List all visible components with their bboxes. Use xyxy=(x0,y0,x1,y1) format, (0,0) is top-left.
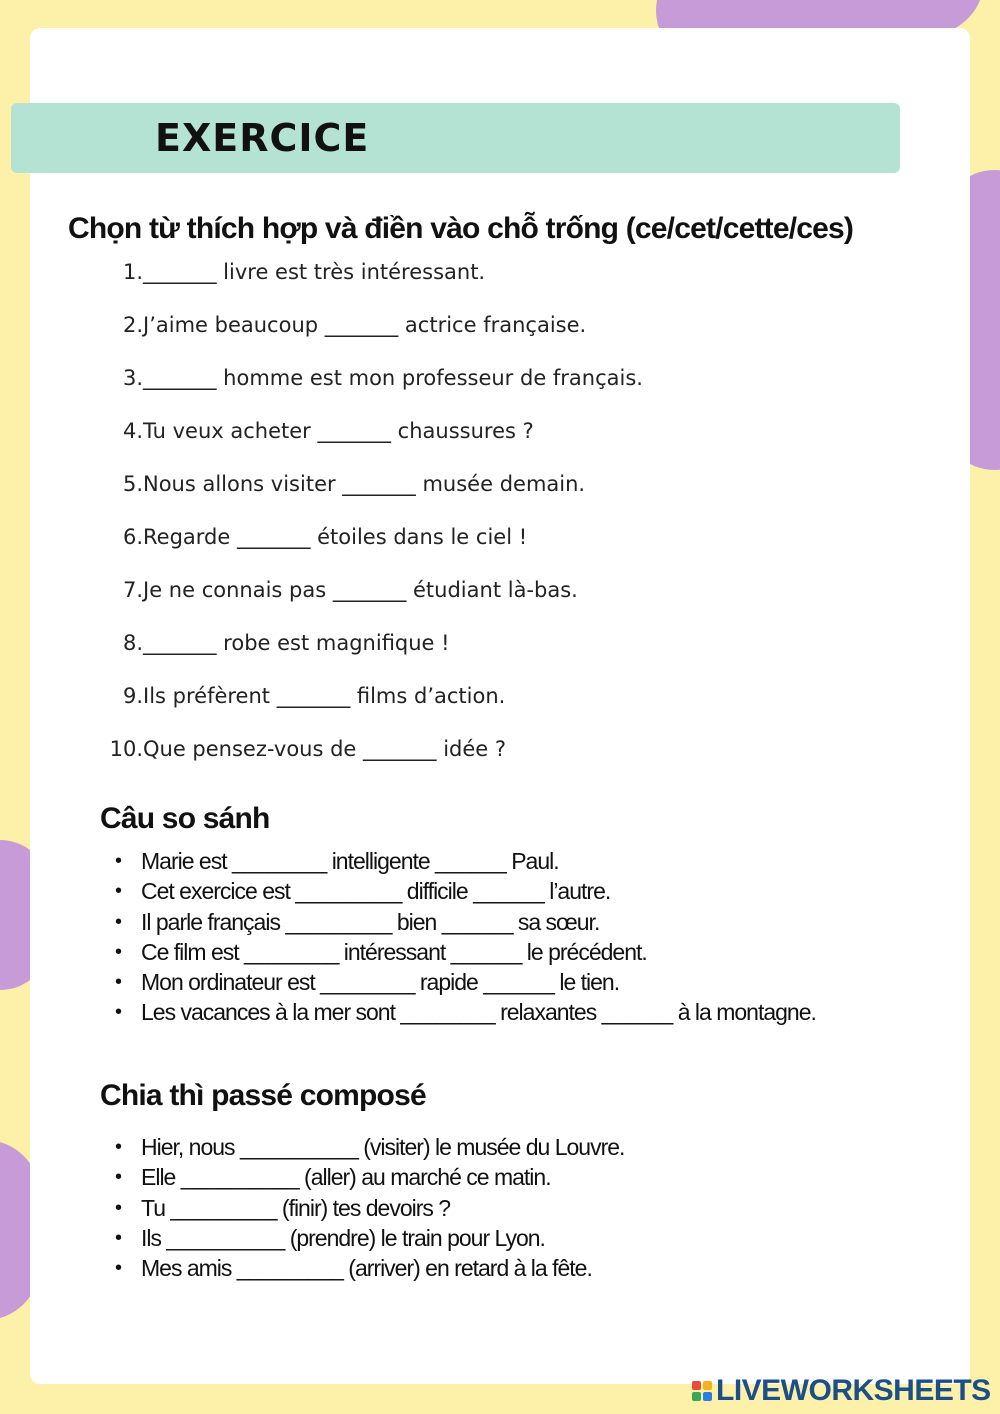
section-2-title: Câu so sánh xyxy=(100,802,270,835)
list-item: 5. Nous allons visiter _______ musée demain. xyxy=(122,472,586,496)
header-banner xyxy=(11,103,900,173)
list-item: • Elle __________ (aller) au marché ce matin. xyxy=(115,1164,551,1191)
list-item: 10. Que pensez-vous de _______ idée ? xyxy=(109,737,507,761)
liveworksheets-icon xyxy=(692,1381,712,1401)
list-item: • Ce film est ________ intéressant ______ le précédent. xyxy=(115,938,647,965)
section-3-list xyxy=(115,1132,624,1283)
list-item: 6. Regarde _______ étoiles dans le ciel ! xyxy=(122,525,528,549)
section-2-list xyxy=(115,846,816,1028)
list-item: • Hier, nous __________ (visiter) le musée du Louvre. xyxy=(115,1134,625,1160)
list-item: 8. _______ robe est magnifique ! xyxy=(122,631,450,655)
list-item: • Marie est ________ intelligente ______ Paul. xyxy=(115,848,559,874)
logo-square-icon xyxy=(692,1392,701,1401)
section-1-list xyxy=(100,254,643,784)
page-title: EXERCICE xyxy=(155,116,370,160)
list-item: 4. Tu veux acheter _______ chaussures ? xyxy=(122,419,534,443)
list-item: • Tu _________ (finir) tes devoirs ? xyxy=(115,1194,451,1221)
logo-square-icon xyxy=(703,1381,712,1390)
list-item: • Mes amis _________ (arriver) en retard à la fête. xyxy=(115,1255,592,1282)
liveworksheets-logo[interactable] xyxy=(692,1374,991,1408)
brand-name: LIVEWORKSHEETS xyxy=(716,1374,991,1407)
list-item: 1. _______ livre est très intéressant. xyxy=(122,260,486,284)
list-item: • Mon ordinateur est ________ rapide ______ le tien. xyxy=(115,969,620,996)
section-3-title: Chia thì passé composé xyxy=(100,1079,426,1112)
logo-square-icon xyxy=(703,1392,712,1401)
list-item: • Ils __________ (prendre) le train pour Lyon. xyxy=(115,1224,545,1251)
list-item: 9. Ils préfèrent _______ films d’action. xyxy=(122,684,506,708)
list-item: • Les vacances à la mer sont ________ relaxantes ______ à la montagne. xyxy=(115,999,816,1026)
list-item: 3. _______ homme est mon professeur de français. xyxy=(122,366,643,390)
logo-square-icon xyxy=(692,1381,701,1390)
list-item: • Il parle français _________ bien ______ sa sœur. xyxy=(115,908,600,935)
list-item: 2. J’aime beaucoup _______ actrice française. xyxy=(122,313,587,337)
list-item: • Cet exercice est _________ difficile ______ l’autre. xyxy=(115,878,611,905)
list-item: 7. Je ne connais pas _______ étudiant là-bas. xyxy=(122,578,578,602)
section-1-title: Chọn từ thích hợp và điền vào chỗ trống (ce/cet/cette/ces) xyxy=(68,212,854,245)
